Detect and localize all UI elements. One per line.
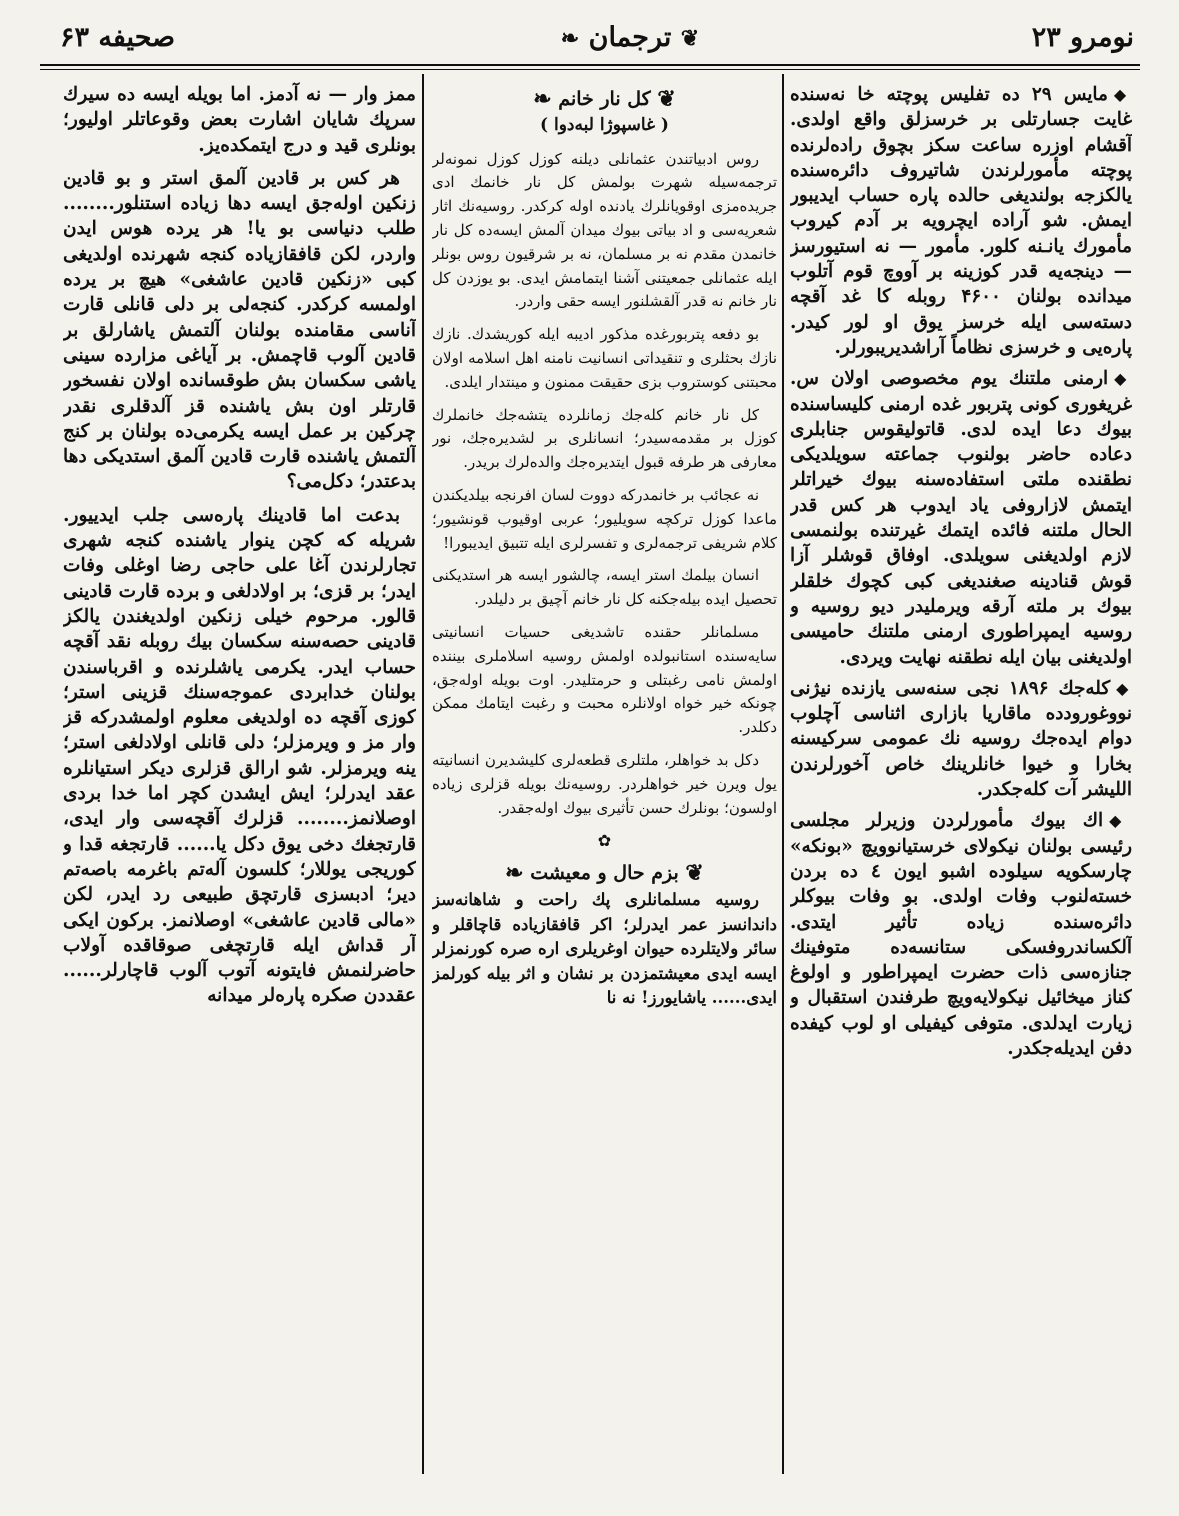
article-title — [432, 862, 777, 886]
bullet-icon: ◆ — [1113, 85, 1132, 104]
bullet-icon: ◆ — [1114, 369, 1132, 389]
news-item — [790, 808, 1132, 1061]
news-item — [790, 82, 1132, 360]
ornament-icon: ❧ — [505, 860, 524, 887]
paragraph: روسیه مسلمانلری پك راحت و شاهانه‌سز داندانسز عمر ایدرلر؛ اکر قافقازیاده قاچاقلر و سائر ولایتلرده حیوان اوغریلری اره صره کورنمزلر ایسه ایدی معیشتمزدن بر نشان و اثر بیله کورلمز ایدی...... یاشایورز! نه نا — [432, 890, 777, 1008]
news-item — [790, 676, 1132, 802]
bullet-icon: ◆ — [1116, 678, 1132, 698]
paragraph: انسان بیلمك استر ایسه، چالشور ایسه هر استدیکنی تحصیل ایده بیله‌جکنه کل نار خانم آچیق بر دلیلدر. — [432, 566, 777, 609]
newspaper-title-text: ترجمان — [588, 22, 672, 53]
article-title — [432, 88, 777, 112]
paragraph: نه عجائب بر خانمدرکه دووت لسان افرنجه بیلدیکندن ماعدا کوزل ترکچه سویلیور؛ عربی اوقیوب قونشیور؛ کلام شریفی ترجمه‌لری و تفسرلری ایله تتبیق ایدیبورا! — [432, 486, 777, 552]
ornament-icon: ❧ — [533, 86, 552, 113]
masthead — [60, 18, 1140, 62]
page-number: صحیفه ۶۳ — [60, 22, 176, 53]
column-divider — [782, 74, 784, 1474]
article-subtitle: ( غاسپوژا لبه‌دوا ) — [540, 114, 669, 135]
news-item — [790, 366, 1132, 670]
ornament-icon: ❦ — [685, 860, 704, 887]
news-text: مایس ۲۹ ده تفلیس پوچته خا نه‌سنده غایت جسارتلی بر خرسزلق واقع اولدی. آقشام اوزره ساعت سکز بچوق رادەلرنده پوچته مأمورلرندن شاتیروف دائره‌سنده یالکزجه بولندیغی حالده پاره حساب ایدیبور ایمش. شو آراده ایچرویه بر آدم کیروب مأمورك یانـنه کلور. مأمور — نه استیورسز — دینجه‌یه قدر کوزینه بر آووچ قوم آتلوب میدانده بولنان ۴۶۰۰ روبله کا غد آقچه دستەسی ایله خرسز یوق او لور کیدر. پاره‌یی و خرسزی نظاماً آراشدیریبورلر. — [790, 84, 1132, 358]
paragraph: بدعت اما قادینك پاره‌سی جلب ایدییور. شریله که کچن ینوار یاشنده کنجه شهری تجارلرندن آغا علی حاجی رضا اوغلی وفات ایدر؛ بر قزی؛ بر اولادلغی و برده قارت قادینی قالور. مرحوم خیلی زنکین اولدیغندن یالکز قادینی حصه‌سنه سکسان بیك روبله نقد آقچه حساب ایدر. یکرمی یاشلرنده و اقرباسندن بولنان خدابردی عموجه‌سنك قزینی استر؛ کوزی آقچه ده اولدیغی معلوم اولمشدرکه قز وار مز و ویرمزلر؛ دلی قانلی اولادلغی استر؛ ینه ویرمزلر. شو ارالق قزلری دیکر استیانلره عقد ایدرلر؛ ایش ایشدن کچر اما خدا بردی اوصلانمز........ قزلرك آقچه‌سی وار ایدی، قارتجغك دخی یوق دکل یا...... قارتجغه قدا و کوریجی یوللار؛ کلسون آله‌تم باغرمه باصه‌تم دیر؛ ادبسزی قارتچق طبیعی رد ایدر، لکن «مالی قادین عاشغی» اوصلانمز. برکون ایکی آر قداش ایله قارتچغی صوقاقده آولاب حاضرلنمش فایتونه آتوب آلوب قاچارلر...... عقددن صکره پاره‌لر میدانه — [63, 504, 416, 1007]
paragraph: مسلمانلر حقنده تاشدیغی حسیات انسانیتی سایه‌سنده استانبولده اولمش روسیه اسلاملری بیننده اولمش نامی رغبتلی و حرمتلیدر. اوت بویله اوله‌جق، چونکه خیر خواه اولانلره محبت و رغبت ایتامك ممکن دکلدر. — [432, 623, 777, 737]
ornament-icon: ❦ — [657, 86, 676, 113]
bullet-icon: ◆ — [1109, 811, 1132, 831]
paragraph: کل نار خانم کله‌جك زمانلرده یتشه‌جك خانملرك کوزل بر مقدمه‌سیدر؛ انسانلری بر لشدیره‌جك، نور معارفی هر طرفه قبول ایتدیره‌جك والده‌لرك بریدر. — [432, 405, 777, 472]
news-column-right — [790, 82, 1132, 1462]
ornament-icon: ❦ — [680, 25, 700, 52]
paragraph: دکل بد خواهلر، ملتلری قطعه‌لری کلیشدیرن انسانیته یول ویرن خیر خواهلردر. روسیه‌نك بویله قزلری زیاده اولسون؛ بونلرك حسن تأثیری بیوك اوله‌جقدر. — [432, 751, 777, 817]
news-text: ارمنی ملتنك یوم مخصوصی اولان س. غریغوری کونی پتربور غده ارمنی کلیساسنده بیوك دعا ایده لدی. قاتولیقوس جنابلری دعاده حاضر بولنوب جماعته سویلدیکی نطقنده ملتی استفاده‌سنه بیوك خیراتلر ایتمش لازاروفی یاد ایدوب هر کس قدر الحال ملتنه فائده ایتمك غیرتنده بولنمسی لازم اولدیغنی سویلدی. اوفاق قوشلر آزا قوش قنادینه صغندیغی کبی کچوك خلقلر بیوك بر ملته آرقه ویرملیدر دیو روسیه و روسیه ایمپراطوری ارمنی ملتنك حامیسی اولدیغنی بیان ایله نطقنه نهایت ویردی. — [790, 368, 1132, 668]
article-title-text: بزم حال و معیشت — [530, 862, 679, 885]
article-column-left — [63, 82, 416, 1482]
paragraph: روس ادبیاتندن عثمانلی دیلنه کوزل کوزل نمونه‌لر ترجمه‌سیله شهرت بولمش کل نار خانمك ادی جریده‌مزی اوقویانلرك یادنده اوله کرکدر. روسیه‌نك اثار شعریه‌سی و اد بیاتی بیوك میدان آلمش ایسه‌ده کل نار خانمدن مقدم نه بر مسلمان، نه بر شرقیون روس بونلر ایله عثمانلی جمعیتنی آشنا ایتمامش ایدی. بو یوزدن کل نار خانم نه قدر آلقشلنور ایسه حقی واردر. — [432, 149, 777, 311]
news-text: کله‌جك ۱۸۹۶ نجی سنه‌سی یازنده نیژنی نووغورودده ماقاریا بازاری اثناسی آچلوب دوام ایده‌جك روسیه نك عمومی سرکیسنه بخارا و خیوا خانلرینك خاص آخورلرندن اللیشر آت کله‌جکدر. — [790, 677, 1132, 801]
paragraph: بو دفعه پتربورغده مذکور ادیبه ایله کوریشدك. نازك نازك بحثلری و تنقیداتی انسانیت نامنه اهل اسلامه اولان محبتنی کوستروب بزی حقیقت ممنون و مینتدار ایلدی. — [432, 325, 777, 391]
paragraph: ممز وار — نه آدمز. اما بویله ایسه ده سیرك سرپك شایان اشارت بعض وقوعاتلر اولیور؛ بونلری قید و درج ایتمکده‌یز. — [63, 84, 416, 156]
header-rule-thin — [40, 69, 1140, 70]
header-rule — [40, 64, 1140, 66]
section-divider: ✿ — [597, 831, 612, 851]
news-text: اك بیوك مأمورلردن وزیرلر مجلسی رئیسی بولنان نیکولای خرستیانوویچ «بونکه» چارسکویه سیلوده اشبو ایون ٤ ده بردن خسته‌لنوب وفات اولدی. بو وفات بیوکلر دائره‌سنده زیاده تأثیر ایتدی. آلکساندروفسکی ستانسه‌ده متوفینك جنازه‌سی ذات حضرت ایمپراطور و اولوغ کناز میخائیل نیکولایه‌ویچ طرفندن استقبال و زیارت ایدلدی. متوفی کیفیلی او لوب کیفده دفن ایدیله‌جکدر. — [790, 810, 1132, 1059]
article-column-middle — [432, 82, 777, 1462]
column-divider — [422, 74, 424, 1474]
ornament-icon: ❧ — [560, 25, 580, 52]
newspaper-title — [515, 22, 745, 53]
article-title-text: کل نار خانم — [558, 88, 651, 110]
paragraph: هر کس بر قادین آلمق استر و بو قادین زنکین اوله‌جق ایسه دها زیاده استنلور........ طلب دنیاسی بو یا! هر یرده هوس ایدن واردر، لکن قافقازیاده کنجه شهرنده اولدیغی کبی «زنکین قادین عاشغی» هیچ بر یرده اولمسه کرکدر. کنجه‌لی بر دلی قانلی قارت آناسی مقامنده بولنان آلتمش یاشارلق بر قادین آلوب قاچمش. بر آیاغی مزارده سینی یاشی سکسان بش طوقسانده اولان نفسخور قارتلر اون بش یاشنده قز آلدقلری نقدر چرکین بر عمل ایسه یکرمی‌ده بولنان بر کنج آلتمش یاشنده قارت قادین آلمق استدیکی دها بدعتدر؛ دکل‌می؟ — [63, 167, 416, 493]
issue-number: نومرو ۲۳ — [1031, 22, 1134, 53]
